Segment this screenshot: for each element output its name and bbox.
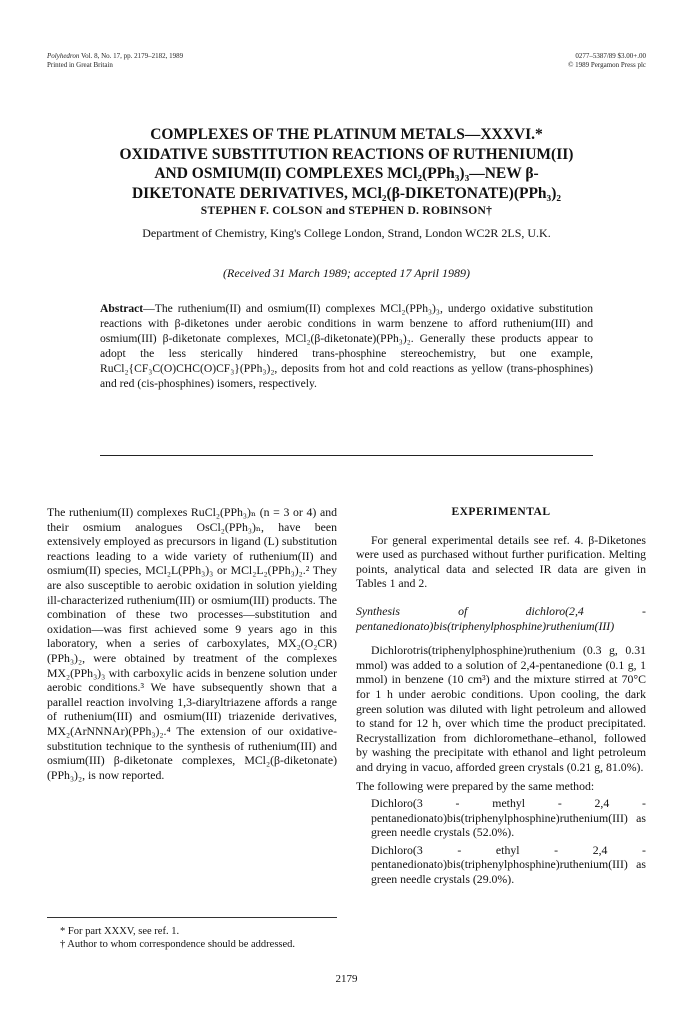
same-method-line: The following were prepared by the same method: bbox=[356, 778, 595, 793]
title-line: AND OSMIUM(II) COMPLEXES MCl₂(PPh₃)₃—NEW β- bbox=[154, 165, 539, 182]
intro-paragraph: The ruthenium(II) complexes RuCl₂(PPh₃)ₙ (n = 3 or 4) and their osmium analogues OsCl₂(PPh₃)ₙ, have been extensively employed as precursors in ligand (L) substitution reactions leading to a wide variety of ruthenium(II) and osmium(II) species, MCl₂L(PPh₃)₃ or MCl₂L₂(PPh₃)₂.² They are also susceptible to aerobic oxidation in solution yielding ill-characterized ruthenium(III) or osmium(III) products. The combination of these two processes—substitution and oxidation—was first achieved some 9 years ago in this laboratory, when a series of carboxylates, MX₂(O₂CR)(PPh₃)₂, were obtained by treatment of the complexes MX₂(PPh₃)₃ with carboxylic acids in benzene solution under aerobic conditions.³ We have subsequently shown that a parallel reaction involving 1,3-diaryltriazene affords a range of ruthenium(III) and osmium(III) triazenide derivatives, MX₂(ArNNNAr)(PPh₃)₂.⁴ The extension of our oxidative-substitution technique to the synthesis of ruthenium(III) and osmium(III) β-diketonate complexes, MCl₂(β-diketonate)(PPh₃)₂, is now reported. bbox=[47, 505, 337, 782]
compound-entry: Dichloro(3 - methyl - 2,4 - pentanedionato)bis(triphenylphosphine)ruthenium(III) as green needle crystals (52.0%). bbox=[371, 796, 646, 840]
abstract-divider bbox=[100, 455, 593, 456]
title-line: COMPLEXES OF THE PLATINUM METALS—XXXVI.* bbox=[150, 126, 543, 143]
printed-in: Printed in Great Britain bbox=[47, 61, 113, 69]
affiliation: Department of Chemistry, King's College London, Strand, London WC2R 2LS, U.K. bbox=[142, 226, 551, 240]
footnotes bbox=[60, 925, 337, 951]
general-details: For general experimental details see ref. 4. β-Diketones were used as purchased without further purification. Melting points, analytical data and selected IR data are given in Tables 1 and 2. bbox=[356, 532, 646, 591]
abstract bbox=[100, 302, 593, 391]
footnote: † Author to whom correspondence should be addressed. bbox=[60, 939, 296, 950]
copyright: © 1989 Pergamon Press plc bbox=[568, 61, 646, 69]
abstract-text: —The ruthenium(II) and osmium(II) complexes MCl₂(PPh₃)₃, undergo oxidative substitution reactions with β-diketones under aerobic conditions in warm benzene to afford ruthenium(III) and osmium(III) β-diketonate complexes, MCl₂(β-diketonate)(PPh₃)₂. Generally these products appear to adopt the less sterically hindered trans-phosphine stereochemistry, but one example, RuCl₂{CF₃C(O)CHC(O)CF₃}(PPh₃)₂, deposits from hot and cold reactions as yellow (trans-phosphines) and red (cis-phosphines) isomers, respectively. bbox=[100, 302, 593, 390]
footnote: * For part XXXV, see ref. 1. bbox=[60, 926, 180, 937]
running-header-left bbox=[47, 52, 183, 70]
issn-price: 0277–5387/89 $3.00+.00 bbox=[575, 52, 646, 60]
abstract-label: Abstract bbox=[100, 302, 144, 315]
page-number: 2179 bbox=[335, 973, 358, 985]
synthesis-paragraph: Dichlorotris(triphenylphosphine)ruthenium (0.3 g, 0.31 mmol) was added to a solution of 2,4-pentanedione (0.1 g, 1 mmol) in benzene (10 cm³) and the mixture stirred at 70°C for 1 h under aerobic conditions. Upon cooling, the dark green solution was diluted with light petroleum and allowed to stand for 12 h, over which time the product precipitated. Recrystallization from dichloromethane–ethanol, followed by washing the precipitate with ethanol and light petroleum and drying in vacuo, afforded green crystals (0.21 g, 81.0%). bbox=[356, 643, 646, 774]
received-dates: (Received 31 March 1989; accepted 17 April 1989) bbox=[223, 266, 470, 280]
authors: STEPHEN F. COLSON and STEPHEN D. ROBINSON† bbox=[200, 205, 493, 217]
running-header-right bbox=[568, 52, 646, 70]
paper-title bbox=[60, 125, 633, 203]
title-line: OXIDATIVE SUBSTITUTION REACTIONS OF RUTHENIUM(II) bbox=[119, 145, 574, 163]
footnote-divider bbox=[47, 917, 337, 918]
section-heading: EXPERIMENTAL bbox=[451, 506, 551, 518]
right-column bbox=[356, 505, 646, 887]
title-line: DIKETONATE DERIVATIVES, MCl₂(β-DIKETONATE)(PPh₃)₂ bbox=[131, 184, 562, 202]
volume-info: Vol. 8, No. 17, pp. 2179–2182, 1989 bbox=[81, 52, 184, 60]
journal-name: Polyhedron bbox=[47, 52, 80, 60]
synthesis-subheading: Synthesis of dichloro(2,4 - pentanedionato)bis(triphenylphosphine)ruthenium(III) bbox=[356, 603, 646, 633]
compound-entry: Dichloro(3 - ethyl - 2,4 - pentanedionato)bis(triphenylphosphine)ruthenium(III) as green needle crystals (29.0%). bbox=[371, 842, 646, 887]
left-column bbox=[47, 505, 337, 782]
